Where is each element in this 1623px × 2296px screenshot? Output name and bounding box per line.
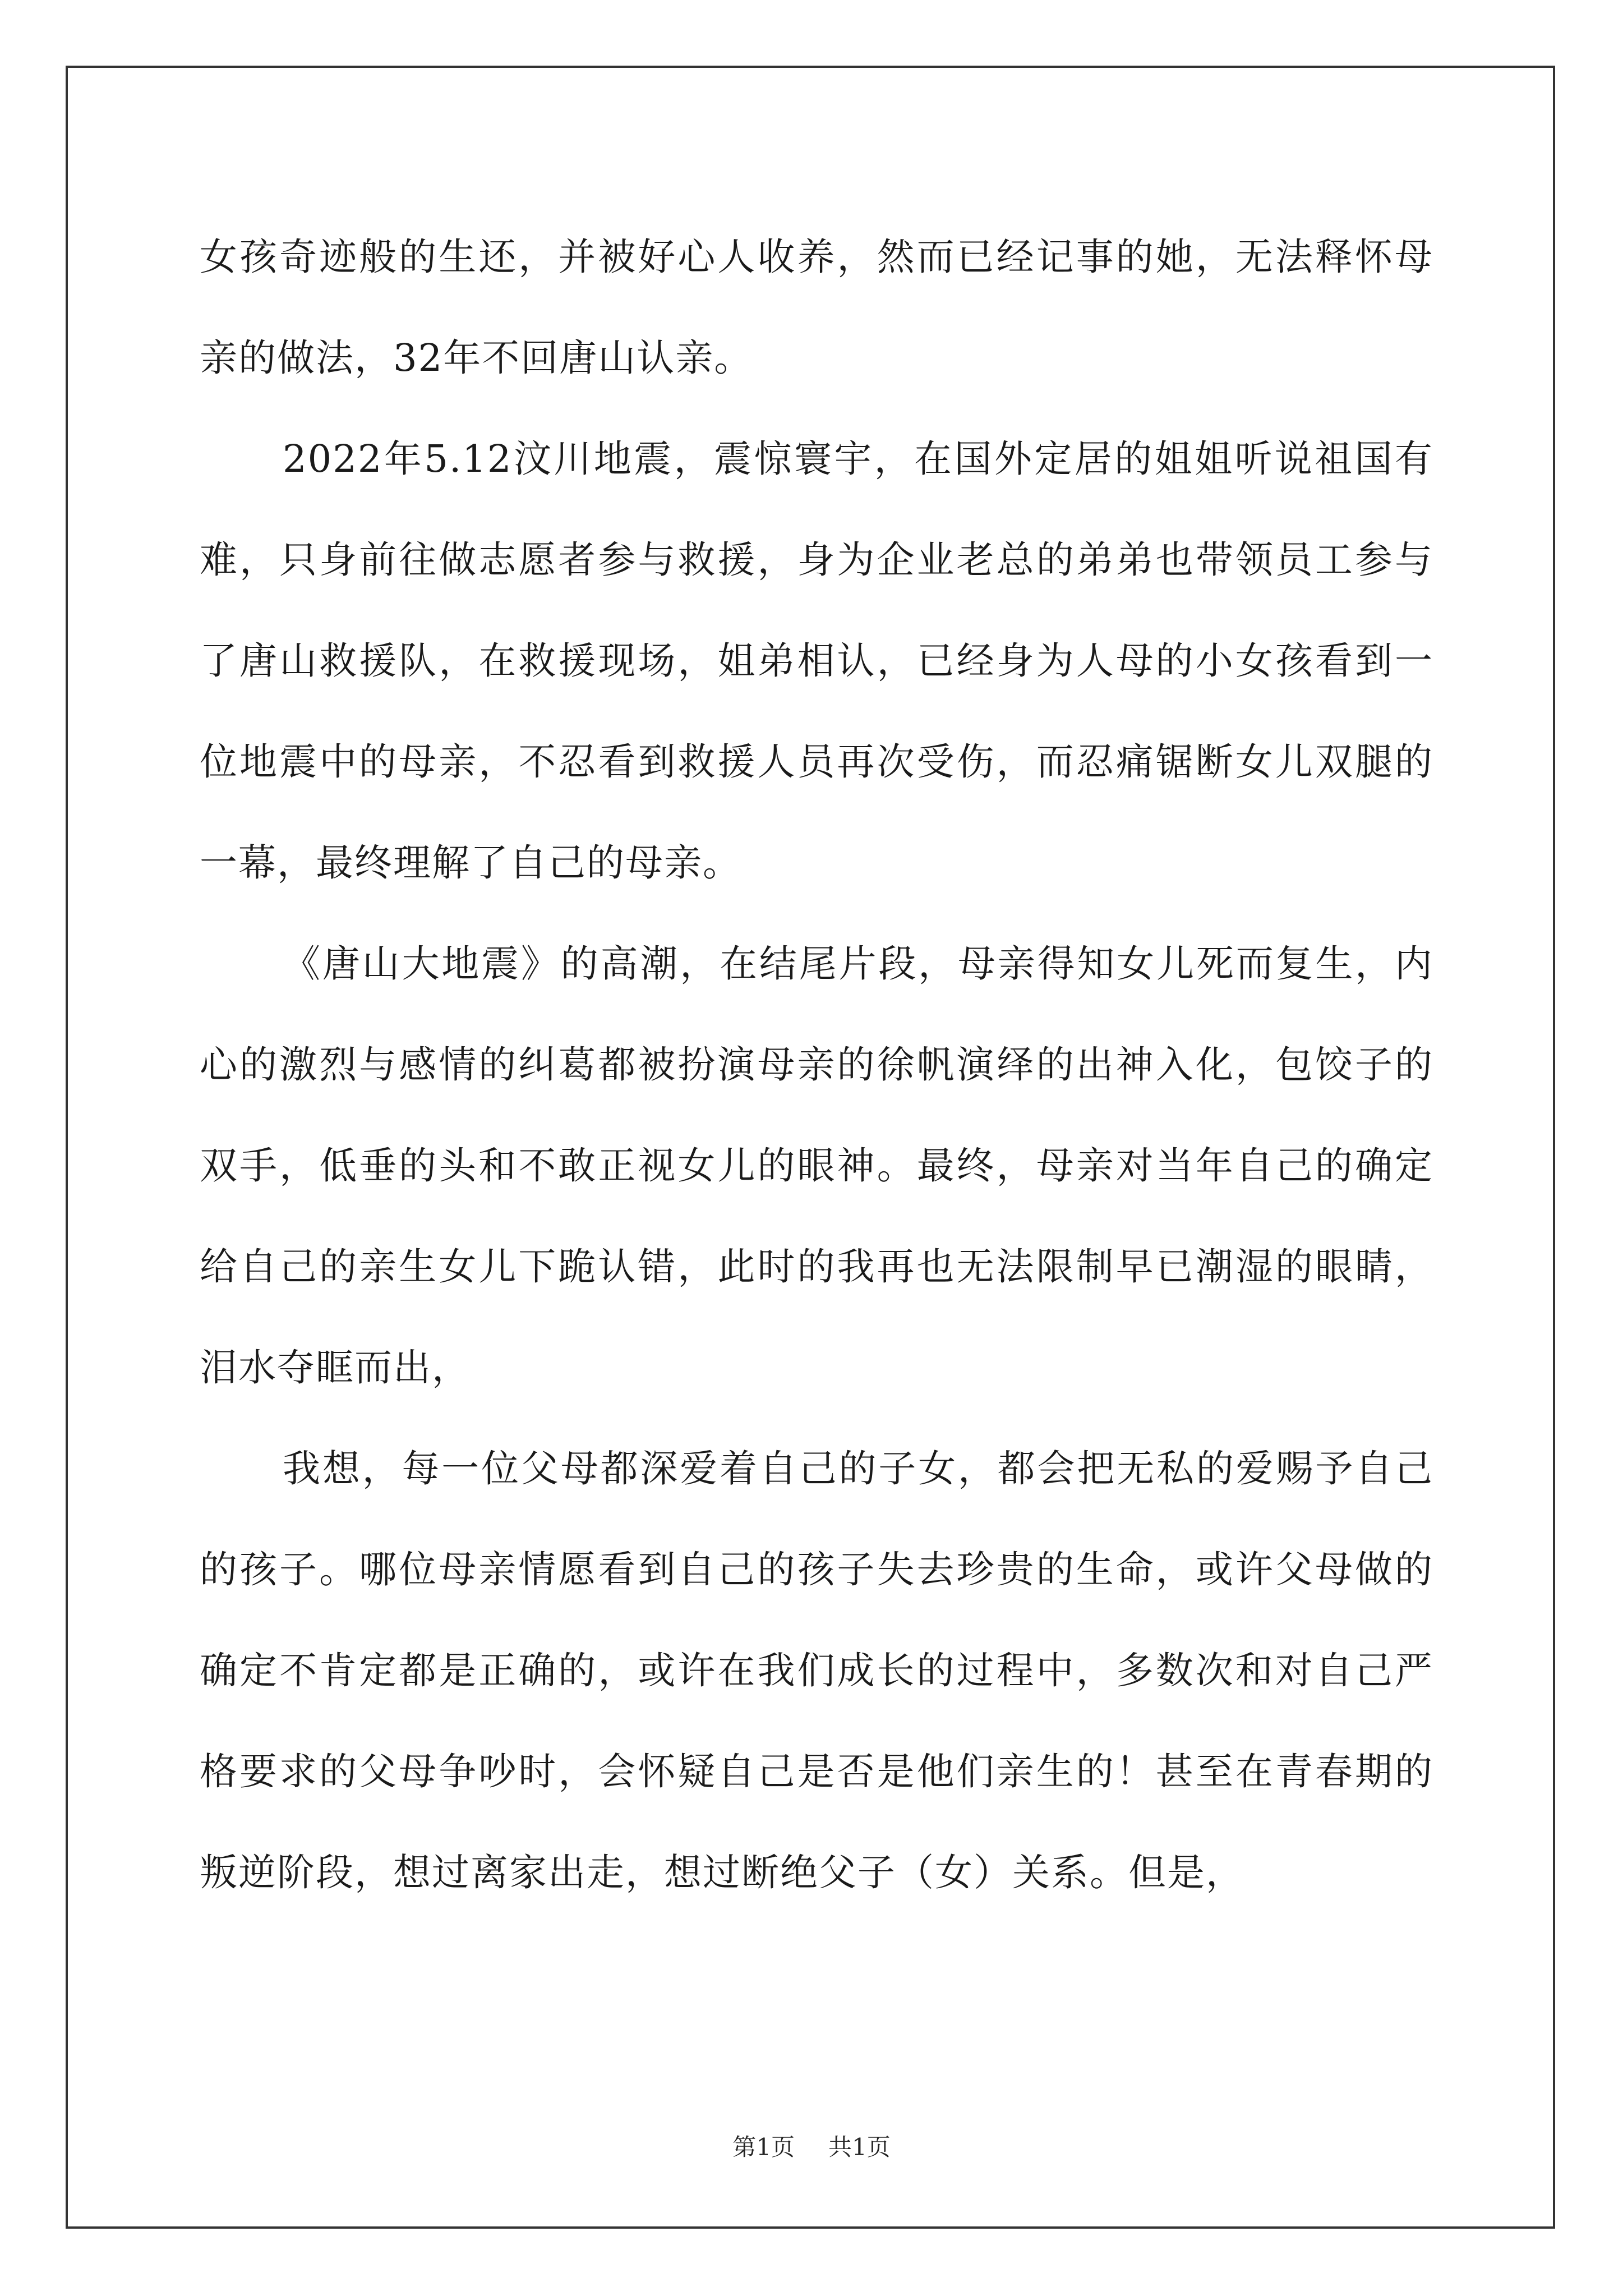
page-footer [0, 2129, 1623, 2162]
paragraph-1: 女孩奇迹般的生还，并被好心人收养，然而已经记事的她，无法释怀母亲的做法，32年不回唐山认亲。 [200, 235, 1433, 380]
paragraph-2: 2022年5.12汶川地震，震惊寰宇，在国外定居的姐姐听说祖国有难，只身前往做志愿者参与救援，身为企业老总的弟弟也带领员工参与了唐山救援队，在救援现场，姐弟相认，已经身为人母的小女孩看到一位地震中的母亲，不忍看到救援人员再次受伤，而忍痛锯断女儿双腿的一幕，最终理解了自己的母亲。 [200, 437, 1433, 885]
paragraph-3: 《唐山大地震》的高潮，在结尾片段，母亲得知女儿死而复生，内心的激烈与感情的纠葛都被扮演母亲的徐帆演绎的出神入化，包饺子的双手，低垂的头和不敢正视女儿的眼神。最终，母亲对当年自己的确定给自己的亲生女儿下跪认错，此时的我再也无法限制早已潮湿的眼睛，泪水夺眶而出， [200, 942, 1433, 1389]
document-body [200, 206, 1433, 1923]
page-number: 第1页 [732, 2133, 795, 2161]
paragraph-4: 我想，每一位父母都深爱着自己的子女，都会把无私的爱赐予自己的孩子。哪位母亲情愿看到自己的孩子失去珍贵的生命，或许父母做的确定不肯定都是正确的，或许在我们成长的过程中，多数次和对自己严格要求的父母争吵时，会怀疑自己是否是他们亲生的！甚至在青春期的叛逆阶段，想过离家出走，想过断绝父子（女）关系。但是， [200, 1447, 1433, 1894]
page-total: 共1页 [828, 2133, 891, 2161]
